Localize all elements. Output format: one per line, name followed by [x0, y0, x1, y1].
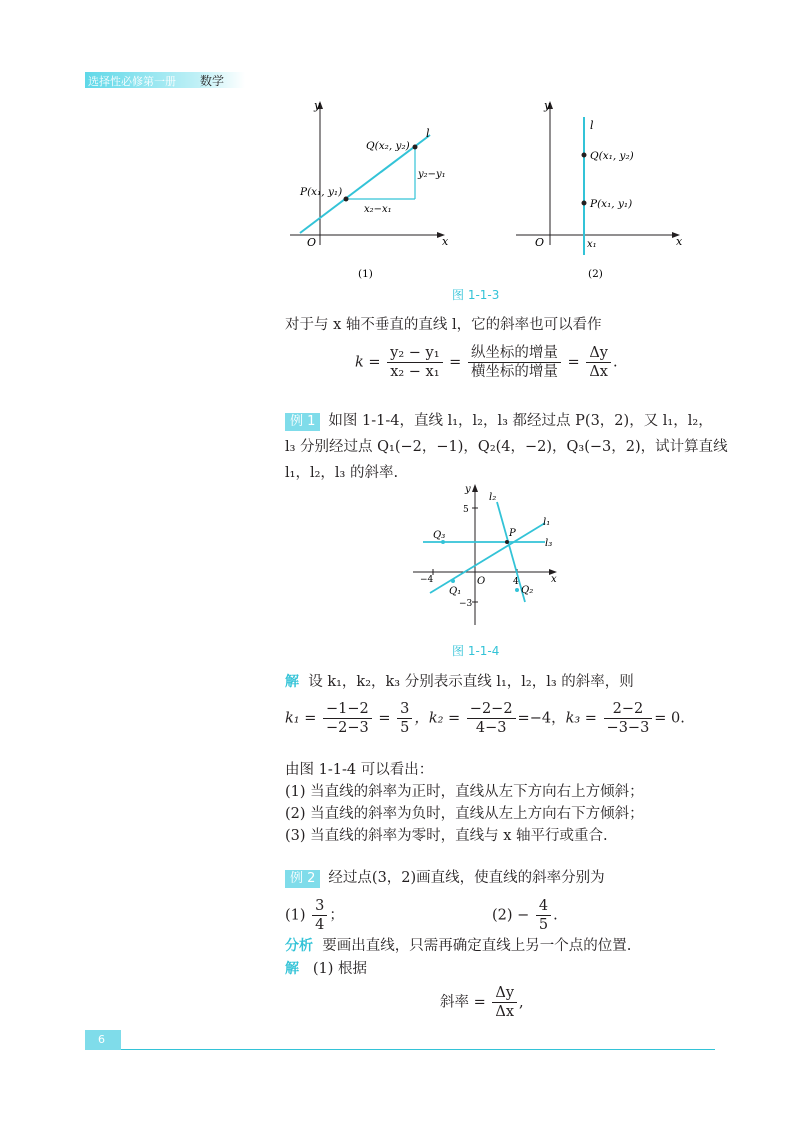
example-1-line-3: l₁，l₂，l₃ 的斜率.: [285, 465, 399, 481]
l3-label: l₃: [545, 538, 553, 549]
observe-item-3: (3) 当直线的斜率为零时，直线与 x 轴平行或重合.: [285, 828, 608, 844]
fraction-words: [468, 344, 561, 381]
q2-label: Q₂: [521, 585, 534, 596]
origin-label: O: [307, 236, 317, 249]
sub-figure-1-label: (1): [358, 268, 373, 280]
l1-label: l₁: [543, 517, 551, 528]
equals: =: [449, 354, 462, 371]
solution-1-tag: 解: [285, 674, 299, 690]
line-l1: [430, 523, 545, 593]
q1-label: Q₁: [449, 586, 462, 597]
point-q-label: Q(x₁, y₂): [590, 150, 634, 162]
denominator: 5: [400, 720, 410, 736]
observe-item-2: (2) 当直线的斜率为负时，直线从左上方向右下方倾斜；: [285, 806, 644, 822]
k1-label: k₁ =: [285, 710, 317, 727]
denominator: −3−3: [606, 720, 650, 736]
point-p: [582, 201, 587, 206]
q3-label: Q₃: [433, 530, 446, 541]
line-l-label: l: [426, 127, 430, 140]
option-1-fraction: [312, 897, 327, 934]
numerator: −1−2: [323, 700, 372, 719]
slope-formula: [355, 344, 618, 381]
numerator: −2−2: [467, 700, 516, 719]
example-1-line-2: l₃ 分别经过点 Q₁(−2，−1)，Q₂(4，−2)，Q₃(−3，2)，试计算直线: [285, 439, 728, 455]
k3-label: k₃ =: [565, 710, 597, 727]
denominator: 4: [315, 917, 325, 933]
solution-2-line: [285, 959, 367, 979]
x-axis-label: x: [551, 574, 557, 585]
denominator: x₂ − x₁: [390, 364, 440, 380]
figure-1-1-3-caption: 图 1-1-3: [452, 288, 500, 302]
point-q-label: Q(x₂, y₂): [366, 140, 410, 152]
x-axis-label: x: [676, 235, 683, 248]
line-l-label: l: [590, 119, 594, 132]
numerator: Δy: [586, 344, 611, 363]
example-1-text: 如图 1-1-4，直线 l₁，l₂，l₃ 都经过点 P(3，2)，又 l₁，l₂，: [328, 413, 713, 429]
k3-fraction: [604, 700, 653, 737]
fig-1-1-3-part2: [516, 99, 683, 280]
origin-label: O: [477, 576, 486, 587]
point-p: [344, 197, 349, 202]
numerator: 3: [397, 700, 412, 719]
point-p: [505, 540, 509, 544]
figure-1-1-4-caption: 图 1-1-4: [452, 644, 500, 658]
tick-label-neg3: −3: [459, 599, 473, 609]
dy-label: y₂−y₁: [418, 169, 446, 180]
y-axis-arrow: [472, 484, 478, 492]
observe-intro: 由图 1-1-4 可以看出：: [285, 762, 434, 778]
k3-result: = 0.: [654, 710, 685, 727]
example-2-text: 经过点(3，2)画直线，使直线的斜率分别为: [328, 870, 605, 886]
intro-paragraph: 对于与 x 轴不垂直的直线 l，它的斜率也可以看作: [285, 317, 602, 333]
slope-lhs: 斜率 =: [440, 994, 486, 1011]
fig-1-1-3-part1: [290, 99, 449, 280]
solution-1-text: 设 k₁，k₂，k₃ 分别表示直线 l₁，l₂，l₃ 的斜率，则: [308, 674, 634, 690]
equals: =: [368, 354, 381, 371]
option-1-label: (1): [285, 907, 306, 924]
tick-label-4: 4: [513, 577, 519, 587]
origin-label: O: [535, 236, 545, 249]
point-q: [413, 145, 418, 150]
denominator: 横坐标的增量: [470, 364, 558, 380]
denominator: 4−3: [475, 720, 507, 736]
tick-label-5: 5: [463, 505, 469, 515]
numerator: 纵坐标的增量: [468, 344, 561, 363]
k2-fraction: [467, 700, 516, 737]
point-p-label: P(x₁, y₁): [590, 198, 633, 210]
example-2-option-2: [492, 897, 558, 934]
footer-rule: [121, 1049, 715, 1050]
analysis-text: 要画出直线，只需再确定直线上另一个点的位置.: [322, 938, 632, 954]
option-2-fraction: [536, 897, 551, 934]
equals: =: [567, 354, 580, 371]
header-subject: 数学: [200, 74, 225, 88]
analysis-line: [285, 936, 631, 956]
point-q2: [515, 588, 519, 592]
denominator: Δx: [495, 1004, 515, 1020]
example-2-line-1: [285, 868, 605, 888]
example-1-line-1: [285, 411, 713, 431]
analysis-tag: 分析: [285, 938, 313, 954]
option-2-label: (2) −: [492, 907, 530, 924]
y-axis-label: y: [465, 484, 471, 495]
solution-1-line-1: [285, 672, 634, 692]
denominator: Δx: [589, 364, 608, 380]
numerator: 4: [536, 897, 551, 916]
figure-1-1-4: [405, 480, 575, 630]
x-axis-label: x: [442, 235, 449, 248]
fraction-coordinates: [387, 344, 442, 381]
k2-label: ，k₂ =: [414, 710, 461, 727]
page-number: 6: [98, 1033, 105, 1046]
figure-1-1-3: [270, 95, 710, 300]
numerator: y₂ − y₁: [387, 344, 442, 363]
numerator: 2−2: [604, 700, 653, 719]
delta-fraction: [492, 984, 517, 1021]
y-axis-label: y: [314, 99, 321, 112]
point-q: [582, 153, 587, 158]
example-2-option-1: [285, 897, 344, 934]
l2-label: l₂: [489, 492, 497, 503]
solution-2-tag: 解: [285, 961, 299, 977]
point-p-label: P(x₁, y₁): [300, 186, 343, 198]
x1-label: x₁: [587, 239, 597, 250]
solution-1-formulas: [285, 700, 685, 737]
sub-figure-2-label: (2): [588, 268, 603, 280]
slope-delta-formula: [440, 984, 524, 1021]
period: .: [612, 354, 618, 371]
numerator: Δy: [492, 984, 517, 1003]
k2-result: =−4，: [517, 710, 566, 727]
example-1-tag: 例 1: [285, 413, 320, 431]
equals: =: [378, 710, 391, 727]
solution-2-text: (1) 根据: [312, 961, 367, 977]
numerator: 3: [312, 897, 327, 916]
y-axis-label: y: [544, 99, 551, 112]
point-q1: [451, 579, 455, 583]
observe-item-1: (1) 当直线的斜率为正时，直线从左下方向右上方倾斜；: [285, 784, 644, 800]
k1-result: [397, 700, 412, 737]
p-label: P: [509, 528, 516, 539]
k-symbol: k: [355, 354, 364, 371]
tick-label-neg4: −4: [420, 575, 434, 585]
option-1-end: ；: [329, 907, 344, 924]
header-book-title: 选择性必修第一册: [88, 75, 176, 88]
k1-fraction: [323, 700, 372, 737]
denominator: 5: [538, 917, 549, 933]
fraction-delta: [586, 344, 611, 381]
denominator: −2−3: [325, 720, 369, 736]
option-2-end: .: [553, 907, 558, 924]
example-2-tag: 例 2: [285, 870, 320, 888]
dx-label: x₂−x₁: [364, 204, 392, 215]
comma: ,: [519, 994, 524, 1011]
